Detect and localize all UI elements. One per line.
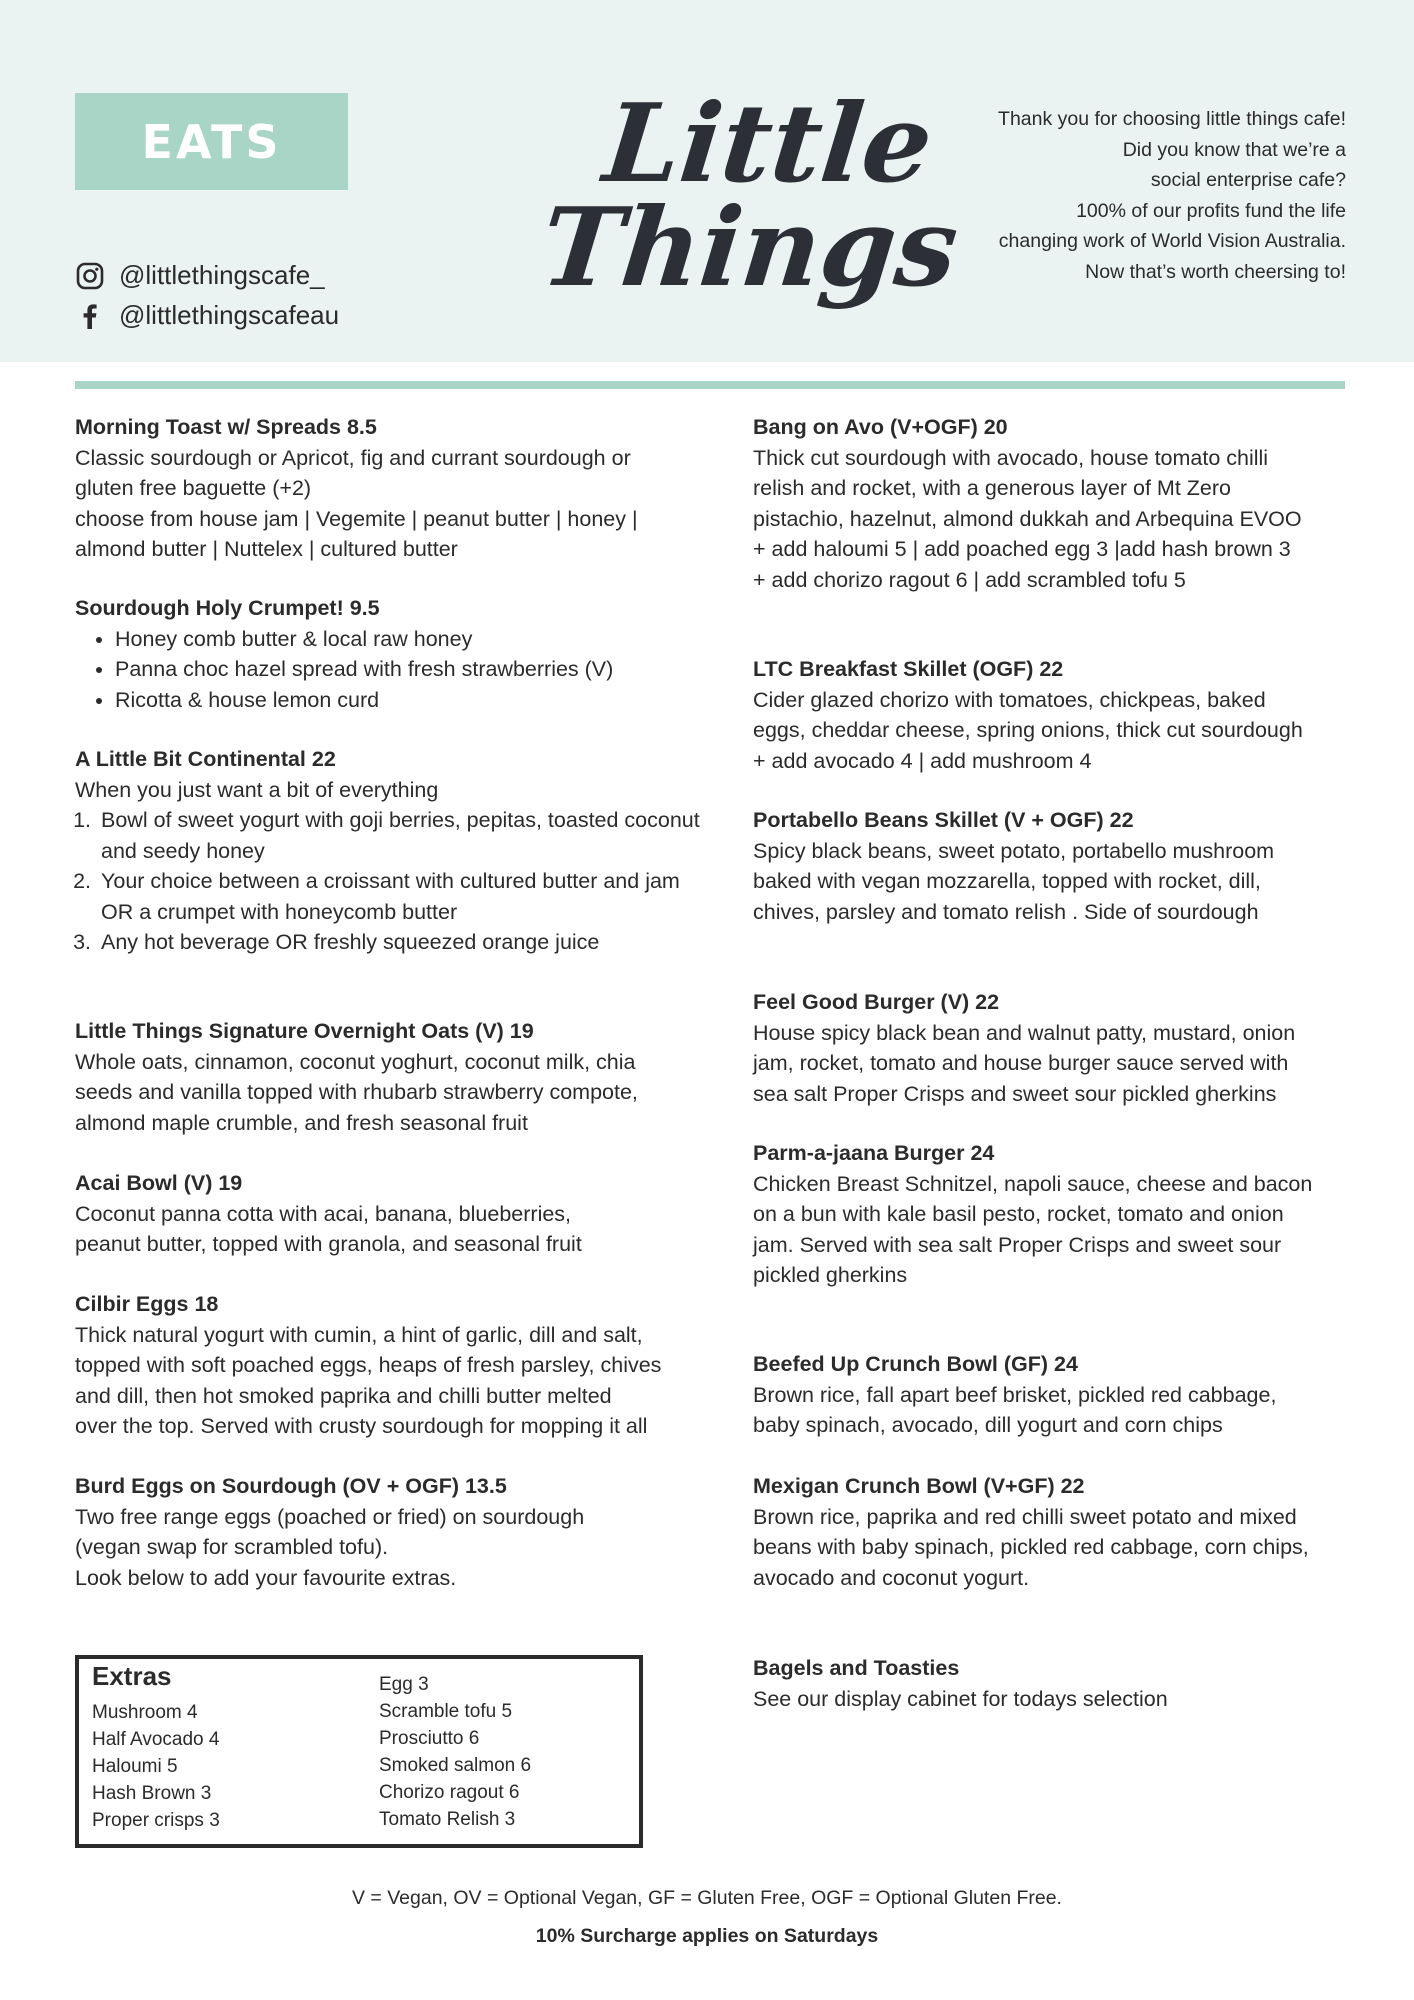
menu-item-bang-on-avo — [753, 412, 1353, 595]
extra-item: Half Avocado 4 — [92, 1729, 220, 1750]
item-desc-line: Look below to add your favourite extras. — [75, 1565, 457, 1590]
item-desc-line: Coconut panna cotta with acai, banana, blueberries, — [75, 1201, 572, 1226]
menu-item-parm-burger — [753, 1138, 1353, 1291]
menu-item-continental — [75, 744, 715, 958]
item-title: Parm-a-jaana Burger 24 — [753, 1141, 995, 1165]
item-desc-line: Thick natural yogurt with cumin, a hint of garlic, dill and salt, — [75, 1322, 643, 1347]
instagram-handle[interactable] — [75, 260, 325, 291]
facebook-icon — [75, 301, 105, 331]
intro-line: Did you know that we’re a — [1122, 138, 1346, 161]
item-desc-line: choose from house jam | Vegemite | peanut butter | honey | — [75, 506, 638, 531]
item-desc-line: over the top. Served with crusty sourdough for mopping it all — [75, 1414, 648, 1438]
item-desc-line: chives, parsley and tomato relish . Side of sourdough — [753, 899, 1259, 924]
item-desc-line: jam, rocket, tomato and house burger sauce served with — [753, 1051, 1289, 1075]
menu-item-cilbir-eggs — [75, 1289, 715, 1442]
item-desc-line: beans with baby spinach, pickled red cabbage, corn chips, — [753, 1535, 1309, 1559]
item-desc-line: Two free range eggs (poached or fried) on sourdough — [75, 1504, 585, 1529]
item-desc-line: pickled gherkins — [753, 1263, 908, 1287]
item-desc-line: topped with soft poached eggs, heaps of fresh parsley, chives — [75, 1353, 662, 1377]
item-title: LTC Breakfast Skillet (OGF) 22 — [753, 657, 1064, 681]
continental-steps — [75, 805, 715, 958]
menu-item-acai-bowl — [75, 1168, 715, 1260]
logo-line-2: Things — [535, 185, 964, 311]
item-title: A Little Bit Continental 22 — [75, 747, 336, 771]
item-desc-line: almond maple crumble, and fresh seasonal fruit — [75, 1110, 528, 1135]
item-desc-line: baby spinach, avocado, dill yogurt and corn chips — [753, 1413, 1223, 1437]
extra-item: Hash Brown 3 — [92, 1783, 212, 1804]
logo-line-1: Little — [598, 81, 939, 207]
list-item: 2. Your choice between a croissant with cultured butter and jam OR a crumpet with honeycomb butter — [97, 866, 715, 927]
item-desc-line: peanut butter, topped with granola, and seasonal fruit — [75, 1232, 582, 1256]
extra-item: Proper crisps 3 — [92, 1810, 220, 1831]
extras-column-1 — [92, 1699, 220, 1834]
list-item: • Ricotta & house lemon curd — [115, 685, 715, 716]
item-desc-line: almond butter | Nuttelex | cultured butter — [75, 537, 458, 561]
menu-item-breakfast-skillet — [753, 654, 1353, 776]
item-desc-line: House spicy black bean and walnut patty, mustard, onion — [753, 1020, 1296, 1045]
extra-item: Egg 3 — [379, 1674, 429, 1695]
item-desc-line: sea salt Proper Crisps and sweet sour pickled gherkins — [753, 1081, 1277, 1106]
header-band — [0, 0, 1414, 362]
item-title: Cilbir Eggs 18 — [75, 1292, 219, 1316]
item-title: Burd Eggs on Sourdough (OV + OGF) 13.5 — [75, 1474, 507, 1498]
item-desc-line: + add chorizo ragout 6 | add scrambled tofu 5 — [753, 567, 1186, 592]
item-desc-line: + add avocado 4 | add mushroom 4 — [753, 748, 1092, 773]
item-title: Morning Toast w/ Spreads 8.5 — [75, 415, 377, 439]
menu-item-bagels-toasties — [753, 1653, 1353, 1714]
little-things-logo — [531, 81, 964, 350]
facebook-handle-text: @littlethingscafeau — [119, 300, 340, 330]
instagram-icon — [75, 261, 105, 291]
item-desc-line: (vegan swap for scrambled tofu). — [75, 1535, 389, 1559]
extras-column-2 — [379, 1671, 531, 1833]
item-desc-line: eggs, cheddar cheese, spring onions, thick cut sourdough — [753, 718, 1303, 742]
dietary-legend: V = Vegan, OV = Optional Vegan, GF = Gluten Free, OGF = Optional Gluten Free. — [352, 1887, 1062, 1909]
item-title: Beefed Up Crunch Bowl (GF) 24 — [753, 1352, 1078, 1376]
extra-item: Smoked salmon 6 — [379, 1755, 532, 1776]
item-desc-line: Thick cut sourdough with avocado, house tomato chilli — [753, 445, 1269, 470]
menu-item-feel-good-burger — [753, 987, 1353, 1109]
extra-item: Tomato Relish 3 — [379, 1809, 516, 1830]
extra-item: Chorizo ragout 6 — [379, 1782, 520, 1803]
menu-item-burd-eggs — [75, 1471, 715, 1593]
item-subtitle: When you just want a bit of everything — [75, 777, 439, 802]
item-title: Feel Good Burger (V) 22 — [753, 990, 1000, 1014]
item-desc-line: Chicken Breast Schnitzel, napoli sauce, cheese and bacon — [753, 1171, 1313, 1196]
item-title: Little Things Signature Overnight Oats (V) 19 — [75, 1019, 534, 1043]
item-desc-line: Classic sourdough or Apricot, fig and currant sourdough or — [75, 445, 631, 470]
eats-badge: EATS — [75, 93, 348, 190]
item-desc-line: pistachio, hazelnut, almond dukkah and Arbequina EVOO — [753, 506, 1302, 531]
item-title: Bang on Avo (V+OGF) 20 — [753, 415, 1008, 439]
menu-item-morning-toast — [75, 412, 715, 565]
item-desc-line: baked with vegan mozzarella, topped with rocket, dill, — [753, 869, 1261, 893]
intro-line: changing work of World Vision Australia. — [998, 230, 1346, 252]
list-item: • Honey comb butter & local raw honey — [115, 624, 715, 655]
menu-item-crumpet — [75, 593, 715, 715]
item-title: Bagels and Toasties — [753, 1656, 960, 1680]
item-title: Sourdough Holy Crumpet! 9.5 — [75, 596, 380, 620]
item-desc-line: relish and rocket, with a generous layer of Mt Zero — [753, 476, 1231, 500]
item-desc-line: jam. Served with sea salt Proper Crisps and sweet sour — [753, 1232, 1282, 1257]
intro-line: 100% of our profits fund the life — [1076, 199, 1346, 222]
extras-title: Extras — [92, 1661, 172, 1691]
list-item: 1. Bowl of sweet yogurt with goji berries, pepitas, toasted coconut and seedy honey — [97, 805, 715, 866]
list-item: 3. Any hot beverage OR freshly squeezed orange juice — [97, 927, 715, 958]
extras-box — [75, 1655, 643, 1848]
item-desc-line: seeds and vanilla topped with rhubarb strawberry compote, — [75, 1080, 638, 1104]
extra-item: Haloumi 5 — [92, 1756, 178, 1777]
item-desc-line: and dill, then hot smoked paprika and chilli butter melted — [75, 1383, 612, 1408]
item-desc-line: + add haloumi 5 | add poached egg 3 |add hash brown 3 — [753, 537, 1291, 561]
intro-message — [926, 104, 1346, 287]
item-title: Mexigan Crunch Bowl (V+GF) 22 — [753, 1474, 1085, 1498]
item-desc-line: See our display cabinet for todays selection — [753, 1686, 1168, 1711]
menu-item-overnight-oats — [75, 1016, 715, 1138]
item-title: Portabello Beans Skillet (V + OGF) 22 — [753, 808, 1134, 832]
intro-line: Thank you for choosing little things cafe! — [998, 108, 1346, 130]
item-desc-line: Brown rice, paprika and red chilli sweet potato and mixed — [753, 1504, 1297, 1529]
list-item: • Panna choc hazel spread with fresh strawberries (V) — [115, 654, 715, 685]
menu-item-mexican-bowl — [753, 1471, 1353, 1593]
facebook-handle[interactable] — [75, 300, 339, 331]
item-desc-line: on a bun with kale basil pesto, rocket, tomato and onion — [753, 1202, 1284, 1226]
item-title: Acai Bowl (V) 19 — [75, 1171, 243, 1195]
item-desc-line: avocado and coconut yogurt. — [753, 1565, 1030, 1590]
intro-line: social enterprise cafe? — [1150, 169, 1346, 191]
saturday-surcharge-note: 10% Surcharge applies on Saturdays — [535, 1925, 879, 1947]
intro-line: Now that’s worth cheersing to! — [1085, 260, 1346, 283]
menu-item-beefed-up-bowl — [753, 1349, 1353, 1441]
item-desc-line: Brown rice, fall apart beef brisket, pickled red cabbage, — [753, 1382, 1277, 1407]
item-desc-line: Spicy black beans, sweet potato, portabello mushroom — [753, 838, 1275, 863]
extra-item: Mushroom 4 — [92, 1702, 198, 1723]
crumpet-options — [75, 624, 715, 716]
extra-item: Scramble tofu 5 — [379, 1701, 513, 1722]
menu-item-portabello-skillet — [753, 805, 1353, 927]
extra-item: Prosciutto 6 — [379, 1728, 480, 1749]
section-divider — [75, 381, 1345, 389]
item-desc-line: Whole oats, cinnamon, coconut yoghurt, coconut milk, chia — [75, 1049, 636, 1074]
item-desc-line: gluten free baguette (+2) — [75, 476, 312, 500]
instagram-handle-text: @littlethingscafe_ — [119, 260, 325, 290]
item-desc-line: Cider glazed chorizo with tomatoes, chickpeas, baked — [753, 687, 1266, 712]
